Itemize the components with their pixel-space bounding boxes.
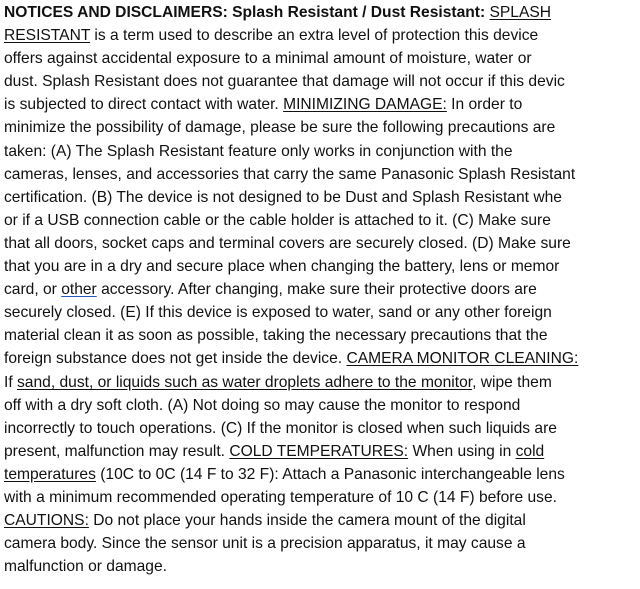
notice-text: minimize the possibility of damage, please be sure the following precautions are [4, 119, 556, 137]
notice-text: or if a USB connection cable or the cable holder is attached to it. (C) Make sure [4, 211, 551, 229]
notice-line [4, 70, 640, 93]
underlined-term: CAMERA MONITOR CLEANING: [346, 350, 579, 368]
notice-text: camera body. Since the sensor unit is a precision apparatus, it may cause a [4, 535, 526, 553]
notice-text: that all doors, socket caps and terminal covers are securely closed. (D) Make sure [4, 234, 571, 252]
notice-line [4, 440, 640, 463]
underlined-term: CAUTIONS: [4, 512, 89, 530]
notice-text: card, or [4, 281, 62, 299]
notice-text: If [4, 373, 17, 391]
notice-line [4, 301, 640, 324]
notice-line [4, 116, 640, 139]
notice-text: In order to [446, 96, 523, 114]
underlined-term: RESISTANT [4, 27, 91, 45]
underlined-term: cold [515, 442, 545, 460]
notice-line [4, 509, 640, 532]
notice-line [4, 532, 640, 555]
notice-text: securely closed. (E) If this device is exposed to water, sand or any other foreign [4, 304, 552, 322]
notice-line [4, 417, 640, 440]
notice-line [4, 463, 640, 486]
notice-line [4, 209, 640, 232]
notice-line [4, 371, 640, 394]
notice-text: with a minimum recommended operating temperature of 10 C (14 F) before use. [4, 488, 557, 506]
underlined-term: sand, dust, or liquids such as water droplets adhere to the monitor [17, 373, 473, 391]
notice-text: present, malfunction may result. [4, 442, 230, 460]
notice-text: material clean it as soon as possible, taking the necessary precautions that the [4, 327, 548, 345]
notice-text: accessory. After changing, make sure their protective doors are [96, 281, 537, 299]
underlined-term: COLD TEMPERATURES: [229, 442, 409, 460]
underlined-term: MINIMIZING DAMAGE: [283, 96, 447, 114]
notice-text: that you are in a dry and secure place when changing the battery, lens or memor [4, 258, 560, 276]
notice-text: malfunction or damage. [4, 558, 167, 576]
notice-text: off with a dry soft cloth. (A) Not doing so may cause the monitor to respond [4, 396, 521, 414]
notice-text: cameras, lenses, and accessories that carry the same Panasonic Splash Resistant [4, 165, 576, 183]
notice-heading: NOTICES AND DISCLAIMERS: Splash Resistant / Dust Resistant: [4, 4, 490, 21]
notice-line [4, 140, 640, 163]
notice-text: is a term used to describe an extra level of protection this device [90, 27, 539, 45]
notice-line [4, 555, 640, 578]
notice-line [4, 347, 640, 370]
notice-text: taken: (A) The Splash Resistant feature only works in conjunction with the [4, 142, 513, 160]
notice-text: foreign substance does not get inside the device. [4, 350, 347, 368]
notice-text: Do not place your hands inside the camera mount of the digital [88, 512, 526, 530]
notice-text: offers against accidental exposure to a minimal amount of moisture, water or [4, 50, 532, 68]
notice-line [4, 255, 640, 278]
notice-line [4, 324, 640, 347]
notice-text: incorrectly to touch operations. (C) If the monitor is closed when such liquids are [4, 419, 557, 437]
notice-line [4, 24, 640, 47]
notice-line [4, 1, 640, 24]
notice-line [4, 163, 640, 186]
underlined-term: SPLASH [489, 4, 552, 21]
notice-line [4, 47, 640, 70]
notice-line [4, 93, 640, 116]
underlined-term: other [61, 281, 97, 299]
notice-text: , wipe them [472, 373, 552, 391]
notice-line [4, 186, 640, 209]
notice-text: dust. Splash Resistant does not guarantee that damage will not occur if this devic [4, 73, 565, 91]
notice-line [4, 486, 640, 509]
underlined-term: temperatures [4, 465, 96, 483]
notice-text: When using in [408, 442, 516, 460]
notice-line [4, 232, 640, 255]
notice-text: certification. (B) The device is not designed to be Dust and Splash Resistant whe [4, 188, 562, 206]
notice-line [4, 278, 640, 301]
notice-line [4, 394, 640, 417]
notice-text-block [4, 1, 640, 578]
notice-text: is subjected to direct contact with water. [4, 96, 284, 114]
notice-text: (10C to 0C (14 F to 32 F): Attach a Panasonic interchangeable lens [95, 465, 565, 483]
